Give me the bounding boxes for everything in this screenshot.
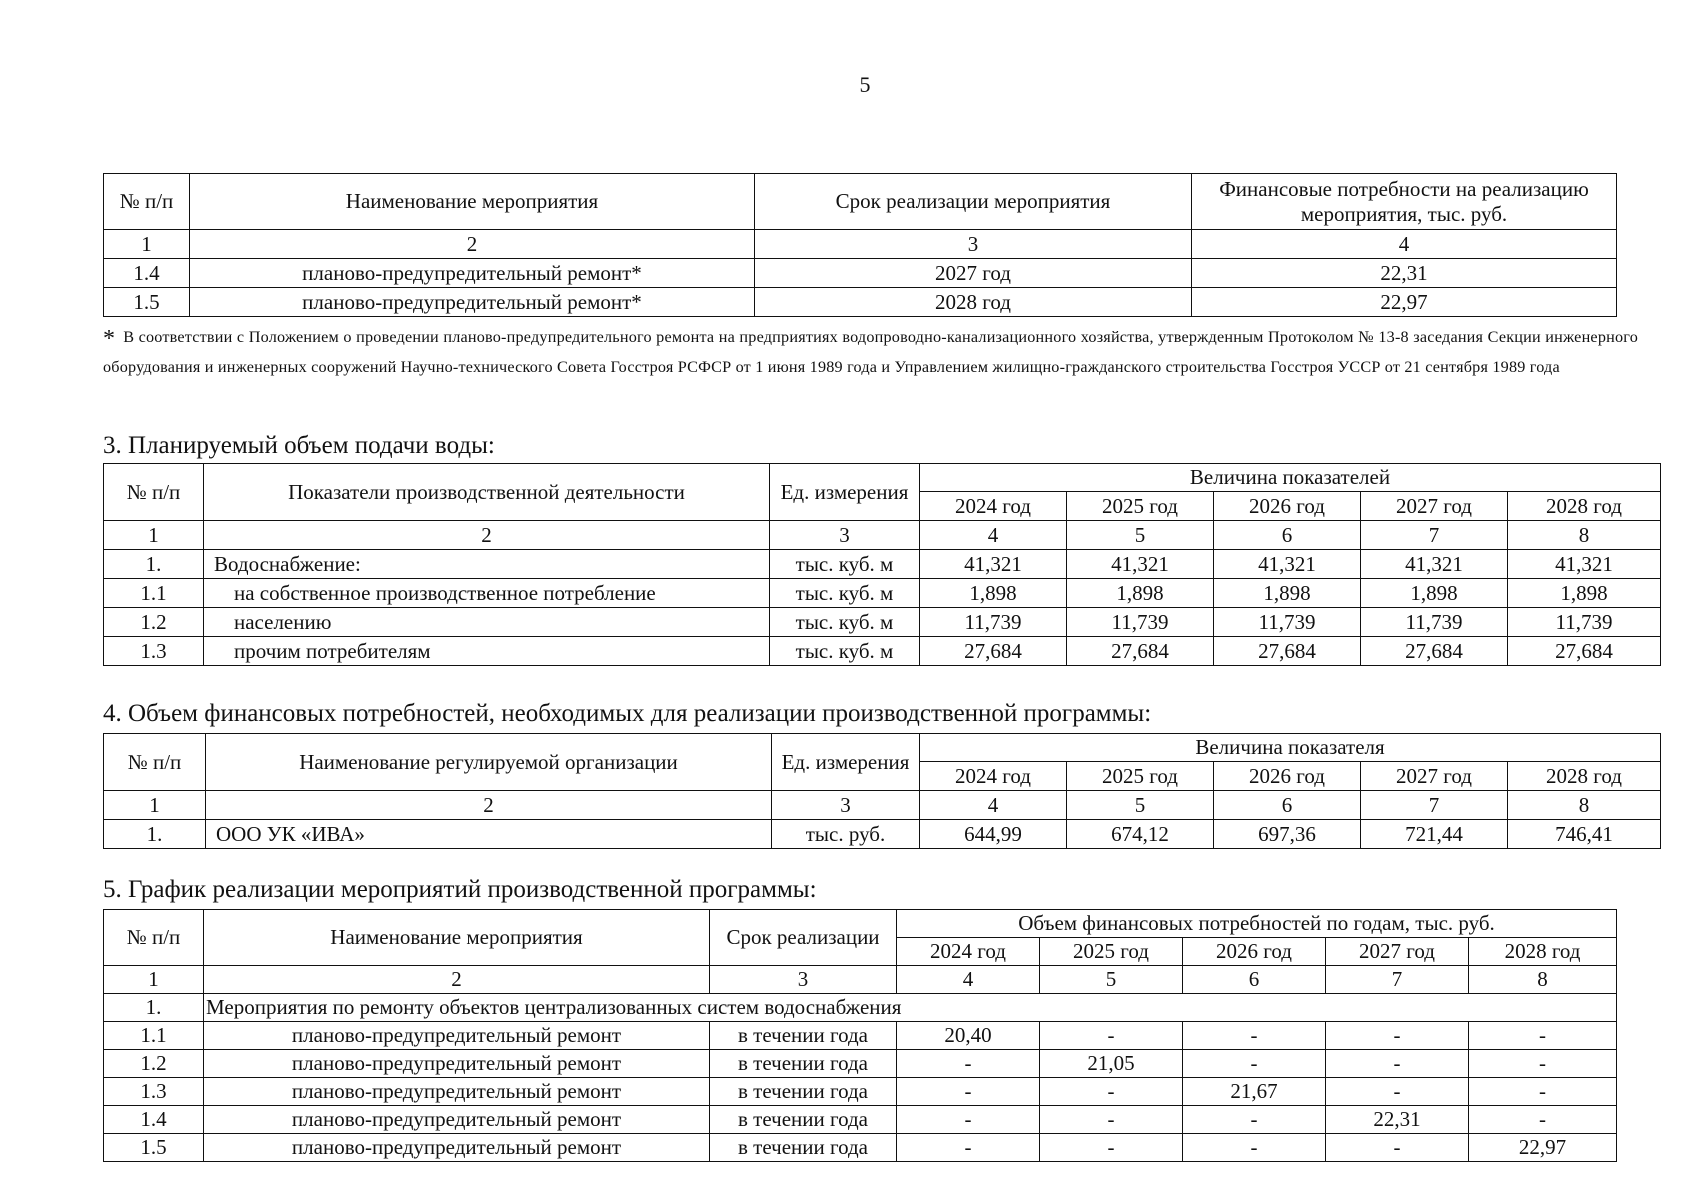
measure-term: в течении года: [710, 1078, 897, 1106]
row-number: 1.5: [104, 288, 190, 317]
column-number: 1: [104, 521, 204, 550]
section-4-title: 4. Объем финансовых потребностей, необходимых для реализации производственной программы:: [103, 700, 1152, 727]
value-cell: 721,44: [1361, 820, 1508, 849]
column-header: № п/п: [104, 734, 206, 791]
column-header-group: Объем финансовых потребностей по годам, тыс. руб.: [897, 910, 1617, 938]
value-cell: -: [1326, 1050, 1469, 1078]
table-row: [104, 288, 1617, 317]
row-number: 1.2: [104, 1050, 204, 1078]
column-number: 5: [1067, 521, 1214, 550]
value-cell: 11,739: [1361, 608, 1508, 637]
value-cell: 27,684: [1361, 637, 1508, 666]
value-cell: 27,684: [1508, 637, 1661, 666]
value-cell: 644,99: [920, 820, 1067, 849]
year-header: 2026 год: [1214, 762, 1361, 791]
column-header: Наименование регулируемой организации: [206, 734, 772, 791]
value-cell: 11,739: [920, 608, 1067, 637]
column-number: 2: [204, 966, 710, 994]
column-number-row: [104, 966, 1617, 994]
value-cell: 20,40: [897, 1022, 1040, 1050]
measure-cost: 22,97: [1192, 288, 1617, 317]
year-header: 2027 год: [1361, 492, 1508, 521]
value-cell: 21,67: [1183, 1078, 1326, 1106]
value-cell: -: [1326, 1078, 1469, 1106]
column-number-row: [104, 791, 1661, 820]
footnote-mark: *: [103, 326, 116, 352]
indicator-name: прочим потребителям: [204, 637, 770, 666]
footnote: [103, 322, 1638, 379]
column-header-group: Величина показателя: [920, 734, 1661, 762]
column-number: 3: [710, 966, 897, 994]
value-cell: 1,898: [1067, 579, 1214, 608]
column-number: 1: [104, 966, 204, 994]
table-row: [104, 259, 1617, 288]
row-number: 1.3: [104, 1078, 204, 1106]
value-cell: 11,739: [1067, 608, 1214, 637]
column-header: Ед. измерения: [772, 734, 920, 791]
column-number: 4: [920, 521, 1067, 550]
value-cell: -: [897, 1078, 1040, 1106]
column-header: Ед. измерения: [770, 464, 920, 521]
table-row: [104, 1106, 1617, 1134]
measure-term: 2028 год: [755, 288, 1192, 317]
organization-name: ООО УК «ИВА»: [206, 820, 772, 849]
value-cell: -: [1040, 1134, 1183, 1162]
row-number: 1.2: [104, 608, 204, 637]
row-number: 1.3: [104, 637, 204, 666]
table-header-row: [104, 464, 1661, 492]
unit: тыс. руб.: [772, 820, 920, 849]
column-number: 4: [897, 966, 1040, 994]
value-cell: -: [1183, 1134, 1326, 1162]
column-header: Срок реализации: [710, 910, 897, 966]
value-cell: -: [1469, 1022, 1617, 1050]
row-number: 1.1: [104, 579, 204, 608]
value-cell: 27,684: [1067, 637, 1214, 666]
value-cell: 27,684: [1214, 637, 1361, 666]
measure-term: в течении года: [710, 1134, 897, 1162]
section-5-title: 5. График реализации мероприятий производственной программы:: [103, 876, 817, 903]
measure-name: планово-предупредительный ремонт: [204, 1050, 710, 1078]
column-header: № п/п: [104, 910, 204, 966]
unit: тыс. куб. м: [770, 550, 920, 579]
value-cell: 22,97: [1469, 1134, 1617, 1162]
value-cell: 674,12: [1067, 820, 1214, 849]
year-header: 2027 год: [1361, 762, 1508, 791]
column-header: № п/п: [104, 464, 204, 521]
measure-term: в течении года: [710, 1022, 897, 1050]
column-number: 5: [1040, 966, 1183, 994]
row-number: 1.: [104, 994, 204, 1022]
measure-name: планово-предупредительный ремонт: [204, 1106, 710, 1134]
column-number: 4: [1192, 230, 1617, 259]
year-header: 2028 год: [1469, 938, 1617, 966]
table-row: [104, 1050, 1617, 1078]
table-row: [104, 550, 1661, 579]
value-cell: 11,739: [1508, 608, 1661, 637]
column-number: 5: [1067, 791, 1214, 820]
column-number: 7: [1361, 791, 1508, 820]
column-number: 8: [1469, 966, 1617, 994]
value-cell: -: [1183, 1050, 1326, 1078]
column-number: 7: [1361, 521, 1508, 550]
year-header: 2024 год: [920, 492, 1067, 521]
column-number: 1: [104, 791, 206, 820]
year-header: 2026 год: [1214, 492, 1361, 521]
value-cell: -: [897, 1134, 1040, 1162]
measure-name: планово-предупредительный ремонт: [204, 1134, 710, 1162]
value-cell: 41,321: [1508, 550, 1661, 579]
table-row: [104, 1078, 1617, 1106]
row-number: 1.: [104, 550, 204, 579]
water-supply-table: [103, 463, 1661, 666]
value-cell: 1,898: [1361, 579, 1508, 608]
unit: тыс. куб. м: [770, 608, 920, 637]
column-header: Наименование мероприятия: [204, 910, 710, 966]
value-cell: 41,321: [1067, 550, 1214, 579]
value-cell: -: [1040, 1022, 1183, 1050]
value-cell: -: [1183, 1106, 1326, 1134]
year-header: 2025 год: [1040, 938, 1183, 966]
year-header: 2028 год: [1508, 492, 1661, 521]
measure-name: планово-предупредительный ремонт: [204, 1022, 710, 1050]
row-number: 1.1: [104, 1022, 204, 1050]
measures-table: [103, 173, 1617, 317]
column-number: 8: [1508, 791, 1661, 820]
column-number: 4: [920, 791, 1067, 820]
value-cell: 746,41: [1508, 820, 1661, 849]
measure-name: планово-предупредительный ремонт*: [190, 288, 755, 317]
group-title: Мероприятия по ремонту объектов централизованных систем водоснабжения: [204, 994, 1617, 1022]
value-cell: 1,898: [1214, 579, 1361, 608]
measure-term: 2027 год: [755, 259, 1192, 288]
table-row: [104, 820, 1661, 849]
table-row: [104, 1134, 1617, 1162]
table-row: [104, 637, 1661, 666]
year-header: 2024 год: [897, 938, 1040, 966]
table-row: [104, 579, 1661, 608]
column-header: № п/п: [104, 174, 190, 230]
group-row: [104, 994, 1617, 1022]
value-cell: -: [1183, 1022, 1326, 1050]
table-header-row: [104, 174, 1617, 230]
value-cell: -: [1040, 1078, 1183, 1106]
measure-term: в течении года: [710, 1106, 897, 1134]
table-row: [104, 608, 1661, 637]
measure-cost: 22,31: [1192, 259, 1617, 288]
page-number: 5: [859, 72, 871, 97]
table-row: [104, 1022, 1617, 1050]
column-number: 6: [1183, 966, 1326, 994]
year-header: 2025 год: [1067, 492, 1214, 521]
column-number: 8: [1508, 521, 1661, 550]
value-cell: -: [897, 1106, 1040, 1134]
indicator-name: населению: [204, 608, 770, 637]
value-cell: 41,321: [1214, 550, 1361, 579]
value-cell: 1,898: [920, 579, 1067, 608]
measure-name: планово-предупредительный ремонт*: [190, 259, 755, 288]
value-cell: -: [1040, 1106, 1183, 1134]
measure-term: в течении года: [710, 1050, 897, 1078]
financial-needs-table: [103, 733, 1661, 849]
value-cell: 697,36: [1214, 820, 1361, 849]
unit: тыс. куб. м: [770, 579, 920, 608]
row-number: 1.4: [104, 1106, 204, 1134]
year-header: 2026 год: [1183, 938, 1326, 966]
value-cell: -: [1326, 1134, 1469, 1162]
column-header: Показатели производственной деятельности: [204, 464, 770, 521]
year-header: 2027 год: [1326, 938, 1469, 966]
indicator-name: Водоснабжение:: [204, 550, 770, 579]
column-number-row: [104, 230, 1617, 259]
column-number: 7: [1326, 966, 1469, 994]
value-cell: 22,31: [1326, 1106, 1469, 1134]
column-header-group: Величина показателей: [920, 464, 1661, 492]
year-header: 2028 год: [1508, 762, 1661, 791]
value-cell: 21,05: [1040, 1050, 1183, 1078]
column-number-row: [104, 521, 1661, 550]
value-cell: -: [897, 1050, 1040, 1078]
row-number: 1.: [104, 820, 206, 849]
row-number: 1.4: [104, 259, 190, 288]
column-number: 6: [1214, 521, 1361, 550]
value-cell: -: [1469, 1078, 1617, 1106]
table-header-row: [104, 910, 1617, 938]
value-cell: -: [1469, 1050, 1617, 1078]
value-cell: 41,321: [920, 550, 1067, 579]
schedule-table: [103, 909, 1617, 1162]
unit: тыс. куб. м: [770, 637, 920, 666]
column-number: 3: [772, 791, 920, 820]
value-cell: -: [1326, 1022, 1469, 1050]
indicator-name: на собственное производственное потребление: [204, 579, 770, 608]
value-cell: 1,898: [1508, 579, 1661, 608]
value-cell: 41,321: [1361, 550, 1508, 579]
column-number: 2: [206, 791, 772, 820]
value-cell: 27,684: [920, 637, 1067, 666]
value-cell: 11,739: [1214, 608, 1361, 637]
column-number: 2: [190, 230, 755, 259]
year-header: 2024 год: [920, 762, 1067, 791]
value-cell: -: [1469, 1106, 1617, 1134]
measure-name: планово-предупредительный ремонт: [204, 1078, 710, 1106]
column-number: 2: [204, 521, 770, 550]
table-header-row: [104, 734, 1661, 762]
column-header: Финансовые потребности на реализацию мероприятия, тыс. руб.: [1192, 174, 1617, 230]
column-number: 1: [104, 230, 190, 259]
row-number: 1.5: [104, 1134, 204, 1162]
column-header: Срок реализации мероприятия: [755, 174, 1192, 230]
section-3-title: 3. Планируемый объем подачи воды:: [103, 432, 495, 459]
column-header: Наименование мероприятия: [190, 174, 755, 230]
year-header: 2025 год: [1067, 762, 1214, 791]
column-number: 3: [770, 521, 920, 550]
footnote-text: В соответствии с Положением о проведении планово-предупредительного ремонта на предприятиях водопроводно-канализационного хозяйства, утвержденным Протоколом № 13-8 заседания Секции инженерного оборудования и инженерных сооружений Научно-технического Совета Госстроя РСФСР от 1 июня 1989 года и Управлением жилищно-гражданского строительства Госстроя УССР от 21 сентября 1989 года: [103, 328, 1638, 377]
column-number: 3: [755, 230, 1192, 259]
column-number: 6: [1214, 791, 1361, 820]
